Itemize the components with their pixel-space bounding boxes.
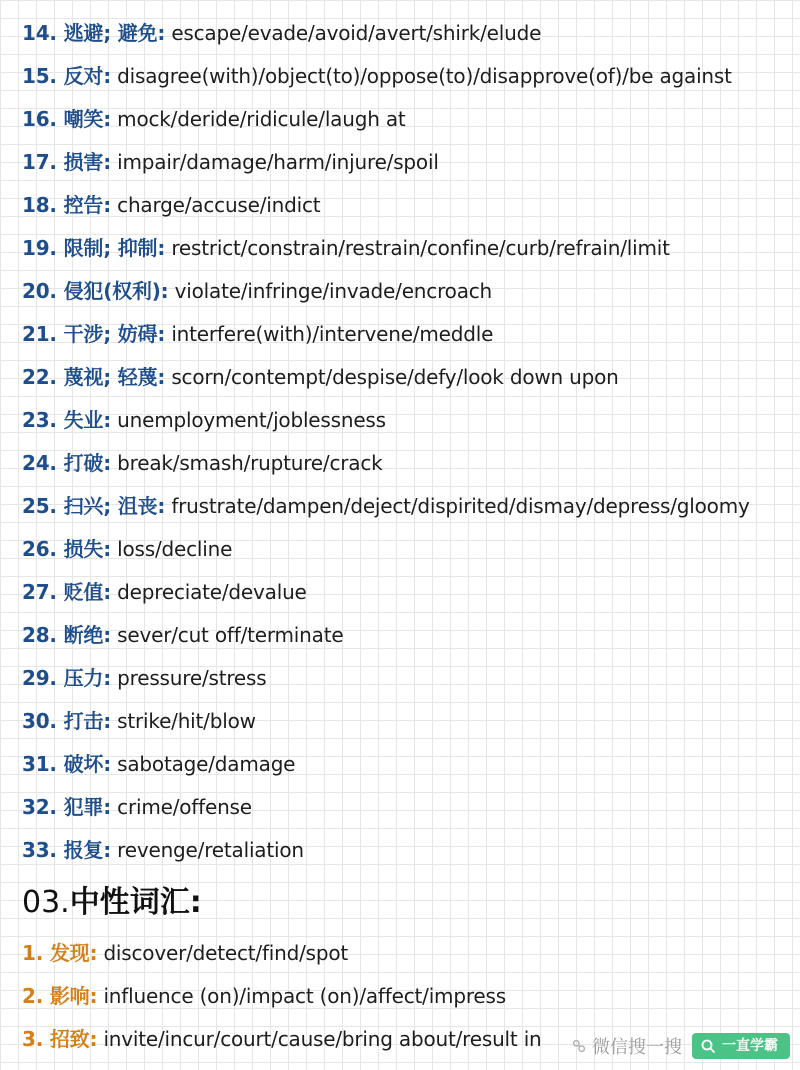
vocab-entry: [22, 485, 790, 528]
entry-synonyms: sever/cut off/terminate: [111, 623, 344, 647]
vocab-entry: [22, 184, 790, 227]
entry-term: 29. 压力:: [22, 666, 111, 690]
vocab-entry: [22, 55, 790, 98]
entry-synonyms: loss/decline: [111, 537, 233, 561]
entry-synonyms: restrict/constrain/restrain/confine/curb/refrain/limit: [165, 236, 670, 260]
entry-synonyms: break/smash/rupture/crack: [111, 451, 383, 475]
section-heading: [22, 874, 790, 932]
entry-term: 1. 发现:: [22, 941, 98, 965]
entry-term: 19. 限制; 抑制:: [22, 236, 166, 260]
entry-term: 28. 断绝:: [22, 623, 111, 647]
entry-term: 33. 报复:: [22, 838, 111, 862]
entry-term: 24. 打破:: [22, 451, 111, 475]
account-name: 一直学霸: [722, 1038, 778, 1054]
entry-term: 31. 破坏:: [22, 752, 111, 776]
vocab-entry: [22, 141, 790, 184]
section-title: 中性词汇:: [69, 885, 202, 920]
search-icon: [700, 1038, 716, 1054]
vocab-entry: [22, 98, 790, 141]
entry-synonyms: strike/hit/blow: [111, 709, 256, 733]
vocab-entry: [22, 313, 790, 356]
entry-synonyms: revenge/retaliation: [111, 838, 304, 862]
vocab-entry: [22, 399, 790, 442]
vocab-entry: [22, 571, 790, 614]
entry-synonyms: influence (on)/impact (on)/affect/impress: [97, 984, 506, 1008]
entry-term: 26. 损失:: [22, 537, 111, 561]
vocab-entry: [22, 528, 790, 571]
vocab-entry: [22, 356, 790, 399]
entry-term: 17. 损害:: [22, 150, 111, 174]
watermark-text: 微信搜一搜: [592, 1037, 682, 1058]
vocab-entry: [22, 932, 790, 975]
entry-synonyms: escape/evade/avoid/avert/shirk/elude: [165, 21, 542, 45]
vocab-entry: [22, 829, 790, 872]
entry-term: 16. 嘲笑:: [22, 107, 111, 131]
entry-term: 30. 打击:: [22, 709, 111, 733]
entry-synonyms: pressure/stress: [111, 666, 267, 690]
vocab-entry: [22, 614, 790, 657]
entry-synonyms: disagree(with)/object(to)/oppose(to)/disapprove(of)/be against: [111, 64, 732, 88]
entry-synonyms: crime/offense: [111, 795, 252, 819]
vocab-entry: [22, 270, 790, 313]
vocab-entry: [22, 657, 790, 700]
wechat-search-label: [570, 1033, 682, 1059]
entry-synonyms: discover/detect/find/spot: [97, 941, 349, 965]
entry-term: 22. 蔑视; 轻蔑:: [22, 365, 166, 389]
entry-synonyms: mock/deride/ridicule/laugh at: [111, 107, 406, 131]
entry-synonyms: unemployment/joblessness: [111, 408, 386, 432]
entry-term: 20. 侵犯(权利):: [22, 279, 169, 303]
negative-vocabulary-list: [22, 12, 790, 872]
vocab-entry: [22, 743, 790, 786]
wechat-search-logo-icon: [570, 1037, 588, 1055]
entry-term: 21. 干涉; 妨碍:: [22, 322, 166, 346]
entry-term: 14. 逃避; 避免:: [22, 21, 166, 45]
entry-synonyms: impair/damage/harm/injure/spoil: [111, 150, 439, 174]
entry-synonyms: sabotage/damage: [111, 752, 296, 776]
entry-term: 27. 贬值:: [22, 580, 111, 604]
vocabulary-document: [22, 0, 790, 1061]
vocab-entry: [22, 227, 790, 270]
entry-term: 32. 犯罪:: [22, 795, 111, 819]
account-badge: [692, 1033, 790, 1059]
entry-synonyms: depreciate/devalue: [111, 580, 307, 604]
entry-synonyms: interfere(with)/intervene/meddle: [165, 322, 494, 346]
vocab-entry: [22, 700, 790, 743]
entry-term: 23. 失业:: [22, 408, 111, 432]
vocab-entry: [22, 442, 790, 485]
entry-synonyms: charge/accuse/indict: [111, 193, 321, 217]
wechat-watermark: [570, 1032, 790, 1060]
entry-term: 2. 影响:: [22, 984, 98, 1008]
entry-synonyms: scorn/contempt/despise/defy/look down upon: [165, 365, 619, 389]
entry-term: 25. 扫兴; 沮丧:: [22, 494, 166, 518]
vocab-entry: [22, 975, 790, 1018]
entry-term: 18. 控告:: [22, 193, 111, 217]
section-number: 03.: [22, 885, 70, 920]
entry-synonyms: invite/incur/court/cause/bring about/result in: [97, 1027, 542, 1051]
entry-term: 3. 招致:: [22, 1027, 98, 1051]
entry-term: 15. 反对:: [22, 64, 111, 88]
vocab-entry: [22, 12, 790, 55]
entry-synonyms: violate/infringe/invade/encroach: [168, 279, 493, 303]
vocab-entry: [22, 786, 790, 829]
entry-synonyms: frustrate/dampen/deject/dispirited/dismay/depress/gloomy: [165, 494, 750, 518]
